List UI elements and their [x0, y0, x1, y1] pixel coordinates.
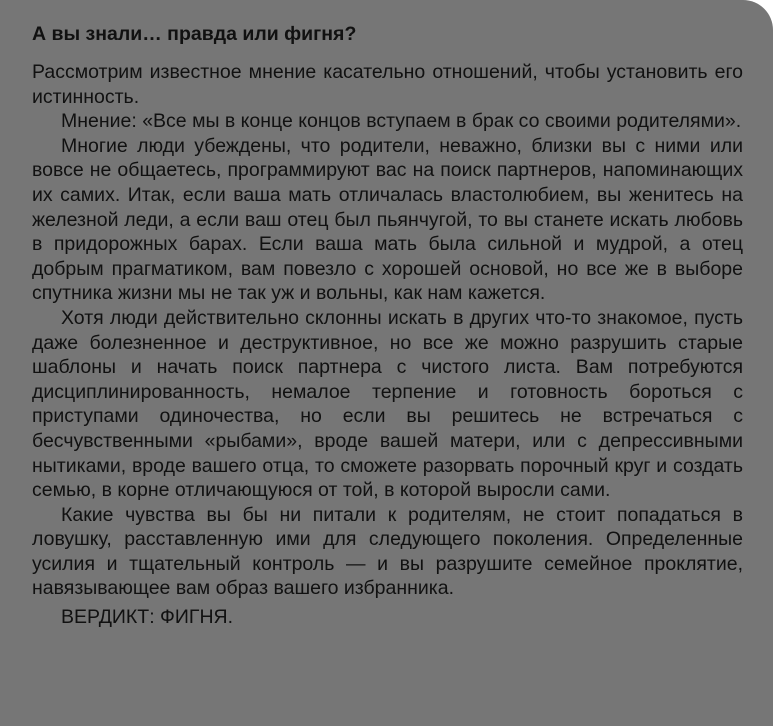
conclusion-paragraph: Какие чувства вы бы ни питали к родителям, не стоит попадаться в ловушку, расставленную ими для следующего поколения. Определенные усилия и тщательный контроль — и вы разрушите семейное проклятие, навязывающее вам образ вашего избранника. [32, 503, 743, 600]
verdict: ВЕРДИКТ: ФИГНЯ. [61, 606, 234, 629]
opinion-paragraph: Мнение: «Все мы в конце концов вступаем в брак со своими родителями». [61, 110, 742, 133]
intro-paragraph: Рассмотрим известное мнение касательно отношений, чтобы установить его истинность. [32, 61, 743, 108]
belief-paragraph: Многие люди убеждены, что родители, неважно, близки вы с ними или вовсе не общаетесь, программируют вас на поиск партнеров, напоминающих их самих. Итак, если ваша мать отличалась властолюбием, вы женитесь на железной леди, а если ваш отец был пьянчугой, то вы станете искать любовь в придорожных барах. Если ваша мать была сильной и мудрой, а отец добрым прагматиком, вам повезло с хорошей основой, но все же в выборе спутника жизни мы не так уж и вольны, как нам кажется. [32, 134, 743, 305]
counterpoint-paragraph: Хотя люди действительно склонны искать в других что-то знакомое, пусть даже болезненное и деструктивное, но все же можно разрушить старые шаблоны и начать поиск партнера с чистого листа. Вам потребуются дисциплинированность, немалое терпение и готовность бороться с приступами одиночества, но если вы решитесь не встречаться с бесчувственными «рыбами», вроде вашей матери, или с депрессивными нытиками, вроде вашего отца, то сможете разорвать порочный круг и создать семью, в корне отличающуюся от той, в которой выросли сами. [32, 306, 743, 502]
box-title: А вы знали… правда или фигня? [32, 23, 357, 45]
